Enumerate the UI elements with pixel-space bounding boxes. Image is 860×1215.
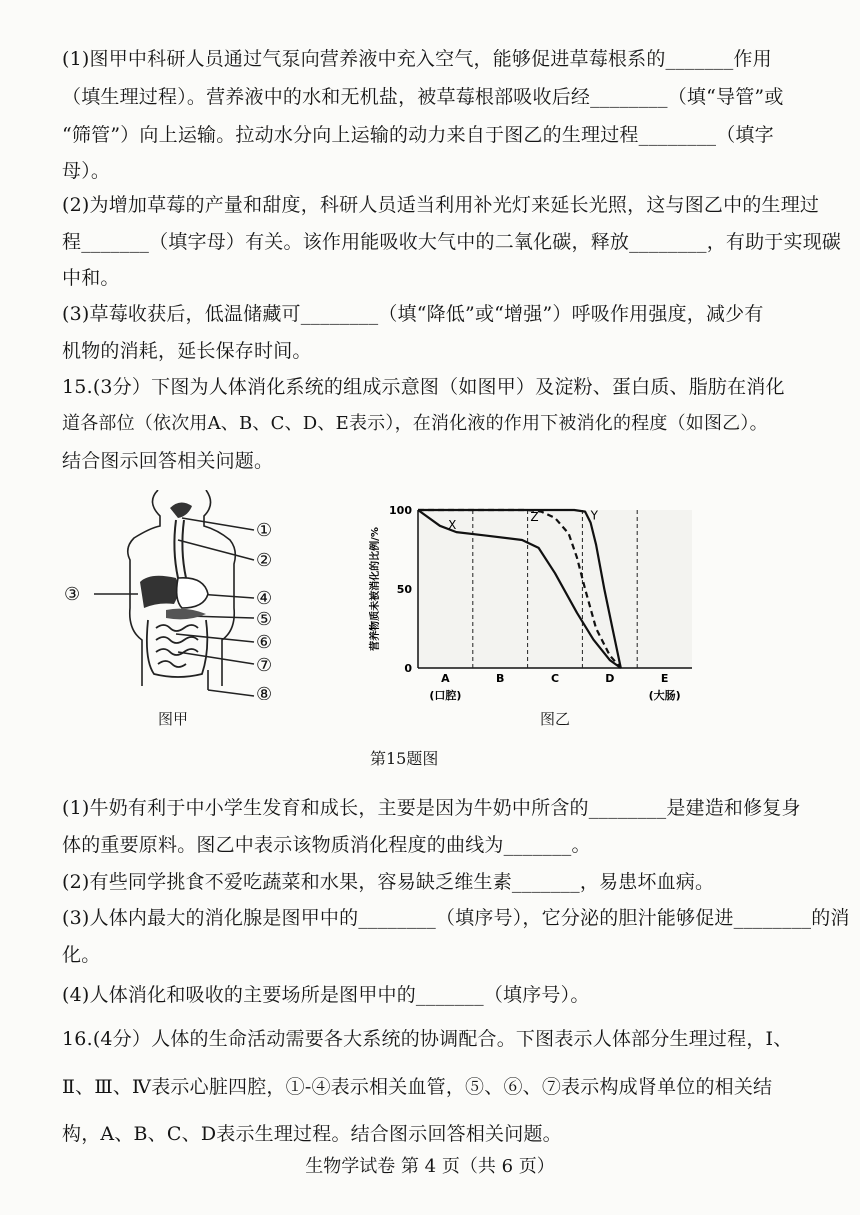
x-tick-label: A (441, 672, 450, 685)
figure-caption: 第15题图 (370, 749, 439, 768)
label-7: ⑦ (256, 655, 273, 676)
q15-sub-2: (2)有些同学挑食不爱吃蔬菜和水果，容易缺乏维生素_______，易患坏血病。 (62, 871, 715, 893)
x-tick-label: E (660, 672, 669, 685)
label-6: ⑥ (256, 632, 273, 653)
q15-sub-1b: 体的重要原料。图乙中表示该物质消化程度的曲线为_______。 (62, 834, 591, 856)
plot-area (418, 510, 692, 668)
q14-line-4: 母）。 (62, 160, 111, 182)
q14-line-1: (1)图甲中科研人员通过气泵向营养液中充入空气，能够促进草莓根系的_______作用 (62, 48, 772, 70)
x-tick-note: (大肠) (648, 689, 681, 702)
q16-line-1: 16.(4分）人体的生命活动需要各大系统的协调配合。下图表示人体部分生理过程，Ⅰ、 (62, 1028, 793, 1050)
label-5: ⑤ (256, 609, 273, 630)
figure-a-digestive-system (58, 490, 288, 700)
q14-line-7: 中和。 (62, 267, 120, 289)
x-tick-label: C (550, 672, 560, 685)
liver (140, 576, 179, 608)
figure-b-caption: 图乙 (540, 710, 571, 728)
y-tick-label: 0 (404, 662, 412, 675)
y-axis-label: 营养物质未被消化的比例/% (370, 527, 381, 651)
series-label-X: X (448, 517, 457, 532)
figure-a-caption: 图甲 (158, 710, 189, 728)
q15-line-2: 道各部位（依次用A、B、C、D、E表示），在消化液的作用下被消化的程度（如图乙）。 (62, 413, 768, 434)
q14-line-5: (2)为增加草莓的产量和甜度，科研人员适当利用补光灯来延长光照，这与图乙中的生理过 (62, 194, 820, 216)
q14-line-8: (3)草莓收获后，低温储藏可________（填“降低”或“增强”）呼吸作用强度，减少有 (62, 303, 764, 325)
intestines (147, 620, 207, 677)
x-tick-label: B (496, 672, 505, 685)
q15-sub-4: (4)人体消化和吸收的主要场所是图甲中的_______（填序号）。 (62, 984, 590, 1006)
q14-line-6: 程_______（填字母）有关。该作用能吸收大气中的二氧化碳，释放________，有助于实现碳 (62, 231, 842, 253)
mouth (170, 502, 192, 518)
stomach (177, 578, 208, 608)
label-8: ⑧ (256, 684, 273, 700)
pancreas (166, 609, 206, 620)
q15-line-1: 15.(3分）下图为人体消化系统的组成示意图（如图甲）及淀粉、蛋白质、脂肪在消化 (62, 376, 785, 398)
q15-sub-1a: (1)牛奶有利于中小学生发育和成长，主要是因为牛奶中所含的________是建造和修复身 (62, 797, 801, 819)
page-footer: 生物学试卷 第 4 页（共 6 页） (305, 1156, 555, 1177)
label-3: ③ (64, 584, 81, 605)
q16-line-2: Ⅱ、Ⅲ、Ⅳ表示心脏四腔，①-④表示相关血管，⑤、⑥、⑦表示构成肾单位的相关结 (62, 1076, 773, 1098)
y-tick-label: 50 (396, 583, 412, 596)
series-label-Y: Y (590, 508, 598, 523)
label-1: ① (256, 520, 273, 541)
q16-line-3: 构，A、B、C、D表示生理过程。结合图示回答相关问题。 (62, 1123, 562, 1145)
label-2: ② (256, 550, 273, 571)
q14-line-2: （填生理过程）。营养液中的水和无机盐，被草莓根部吸收后经________（填“导管”或 (62, 86, 784, 108)
figure-b-digestion-chart (362, 496, 702, 710)
label-4: ④ (256, 588, 273, 609)
series-label-Z: Z (530, 510, 539, 525)
q15-line-3: 结合图示回答相关问题。 (62, 450, 274, 472)
q14-line-9: 机物的消耗，延长保存时间。 (62, 340, 312, 362)
y-tick-label: 100 (389, 504, 412, 517)
q15-sub-3b: 化。 (62, 944, 101, 966)
x-tick-label: D (605, 672, 615, 685)
x-tick-note: (口腔) (429, 689, 462, 702)
q15-sub-3a: (3)人体内最大的消化腺是图甲中的________（填序号），它分泌的胆汁能够促进________的消 (62, 907, 850, 929)
q14-line-3: “筛管”）向上运输。拉动水分向上运输的动力来自于图乙的生理过程________（填字 (62, 124, 774, 146)
